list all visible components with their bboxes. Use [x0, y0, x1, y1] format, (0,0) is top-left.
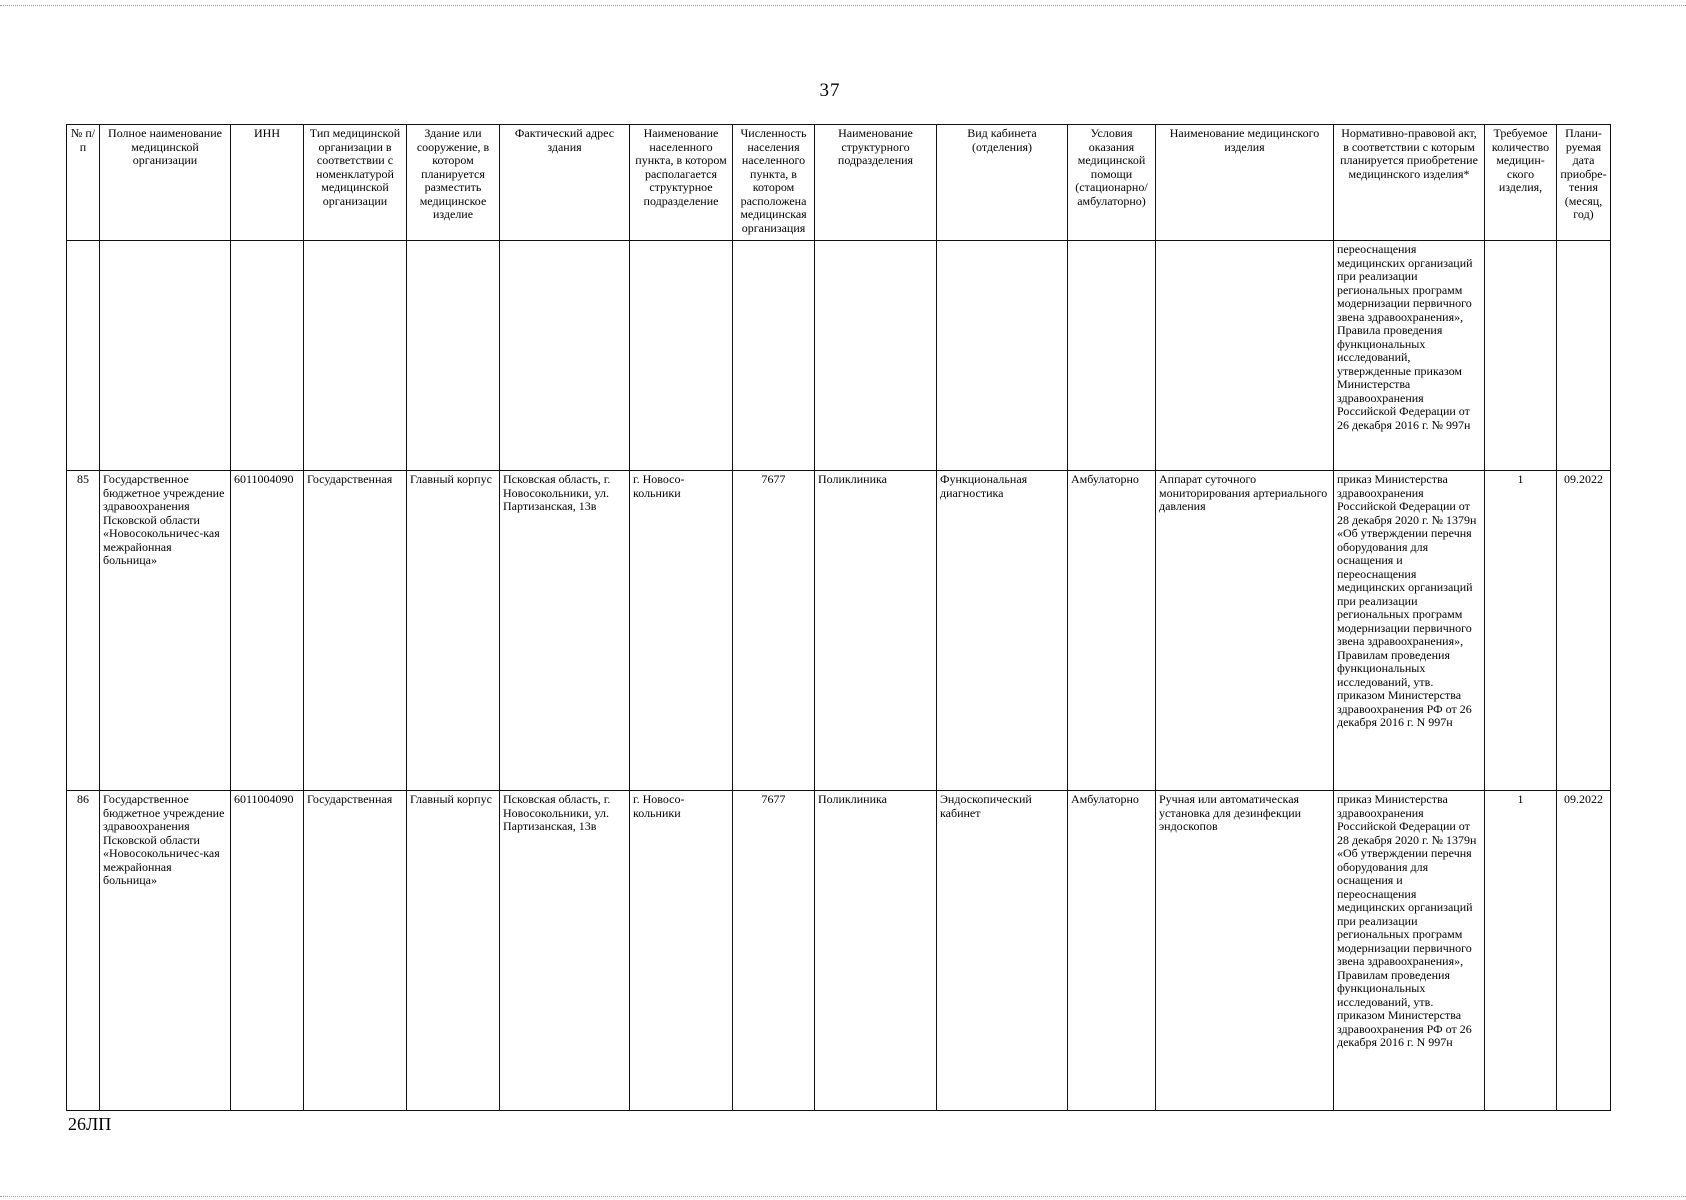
- cell-conditions: Амбулаторно: [1068, 791, 1156, 1111]
- cell-empty: [1557, 241, 1611, 471]
- cell-settlement: г. Новосо-кольники: [630, 791, 733, 1111]
- cell-legal-act: приказ Министерства здравоохранения Российской Федерации от 28 декабря 2020 г. № 1379н «Об утверждении перечня оборудования для оснащения и переоснащения медицинских организаций при реализации региональных программ модернизации первичного звена здравоохранения», Правилам проведения функциональных исследований, утв. приказом Министерства здравоохранения РФ от 26 декабря 2016 г. N 997н: [1334, 791, 1485, 1111]
- cell-org: Государственное бюджетное учреждение здравоохранения Псковской области «Новосокольничес-кая межрайонная больница»: [100, 471, 231, 791]
- header-num: № п/п: [67, 125, 100, 241]
- cell-empty: [1485, 241, 1557, 471]
- cell-unit: Поликлиника: [815, 791, 937, 1111]
- cell-empty: [937, 241, 1068, 471]
- cell-empty: [630, 241, 733, 471]
- cell-empty: [815, 241, 937, 471]
- footer-code: 26ЛП: [68, 1114, 112, 1134]
- equipment-table: [66, 124, 1611, 1111]
- cell-num: 86: [67, 791, 100, 1111]
- cell-address: Псковская область, г. Новосокольники, ул. Партизанская, 13в: [500, 471, 630, 791]
- cell-legal-act: приказ Министерства здравоохранения Российской Федерации от 28 декабря 2020 г. № 1379н «Об утверждении перечня оборудования для оснащения и переоснащения медицинских организаций при реализации региональных программ модернизации первичного звена здравоохранения», Правилам проведения функциональных исследований, утв. приказом Министерства здравоохранения РФ от 26 декабря 2016 г. N 997н: [1334, 471, 1485, 791]
- scan-edge-top: [0, 0, 1686, 6]
- cell-population: 7677: [733, 791, 815, 1111]
- cell-org: Государственное бюджетное учреждение здравоохранения Псковской области «Новосокольничес-кая межрайонная больница»: [100, 791, 231, 1111]
- cell-inn: 6011004090: [231, 791, 304, 1111]
- cell-device: Ручная или автоматическая установка для дезинфекции эндоскопов: [1156, 791, 1334, 1111]
- scan-edge-bottom: [0, 1196, 1686, 1197]
- cell-empty: [407, 241, 500, 471]
- header-date: Плани-руемая дата приобре-тения (месяц, год): [1557, 125, 1611, 241]
- cell-device: Аппарат суточного мониторирования артериального давления: [1156, 471, 1334, 791]
- header-device: Наименование медицинского изделия: [1156, 125, 1334, 241]
- table-row: [67, 471, 1611, 791]
- cell-building: Главный корпус: [407, 471, 500, 791]
- cell-num: 85: [67, 471, 100, 791]
- cell-room: Функциональная диагностика: [937, 471, 1068, 791]
- header-building: Здание или сооружение, в котором планируется разместить медицинское изделие: [407, 125, 500, 241]
- cell-empty: [1156, 241, 1334, 471]
- header-room: Вид кабинета (отделения): [937, 125, 1068, 241]
- cell-conditions: Амбулаторно: [1068, 471, 1156, 791]
- cell-empty: [1068, 241, 1156, 471]
- cell-population: 7677: [733, 471, 815, 791]
- cell-empty: [67, 241, 100, 471]
- cell-inn: 6011004090: [231, 471, 304, 791]
- cell-type: Государственная: [304, 791, 407, 1111]
- header-quantity: Требуемое количество медицин-ского изделия,: [1485, 125, 1557, 241]
- cell-quantity: 1: [1485, 471, 1557, 791]
- header-inn: ИНН: [231, 125, 304, 241]
- table-row-continued: [67, 241, 1611, 471]
- cell-empty: [733, 241, 815, 471]
- cell-date: 09.2022: [1557, 791, 1611, 1111]
- cell-legal-act: переоснащения медицинских организаций при реализации региональных программ модернизации первичного звена здравоохранения», Правила проведения функциональных исследований, утвержденные приказом Министерства здравоохранения Российской Федерации от 26 декабря 2016 г. № 997н: [1334, 241, 1485, 471]
- header-address: Фактический адрес здания: [500, 125, 630, 241]
- header-org: Полное наименование медицинской организации: [100, 125, 231, 241]
- cell-unit: Поликлиника: [815, 471, 937, 791]
- header-population: Численность населения населенного пункта, в котором расположена медицинская организация: [733, 125, 815, 241]
- cell-room: Эндоскопический кабинет: [937, 791, 1068, 1111]
- header-row: [67, 125, 1611, 241]
- cell-settlement: г. Новосо-кольники: [630, 471, 733, 791]
- table-row: [67, 791, 1611, 1111]
- cell-empty: [304, 241, 407, 471]
- cell-empty: [231, 241, 304, 471]
- cell-type: Государственная: [304, 471, 407, 791]
- header-settlement: Наименование населенного пункта, в котором располагается структурное подразделение: [630, 125, 733, 241]
- header-conditions: Условия оказания медицинской помощи (стационарно/ амбулаторно): [1068, 125, 1156, 241]
- header-type: Тип медицинской организации в соответствии с номенклатурой медицинской организации: [304, 125, 407, 241]
- cell-address: Псковская область, г. Новосокольники, ул. Партизанская, 13в: [500, 791, 630, 1111]
- header-legal-act: Нормативно-правовой акт, в соответствии с которым планируется приобретение медицинского изделия*: [1334, 125, 1485, 241]
- cell-empty: [100, 241, 231, 471]
- cell-building: Главный корпус: [407, 791, 500, 1111]
- header-unit: Наименование структурного подразделения: [815, 125, 937, 241]
- cell-quantity: 1: [1485, 791, 1557, 1111]
- cell-date: 09.2022: [1557, 471, 1611, 791]
- cell-empty: [500, 241, 630, 471]
- page-number: 37: [819, 80, 841, 101]
